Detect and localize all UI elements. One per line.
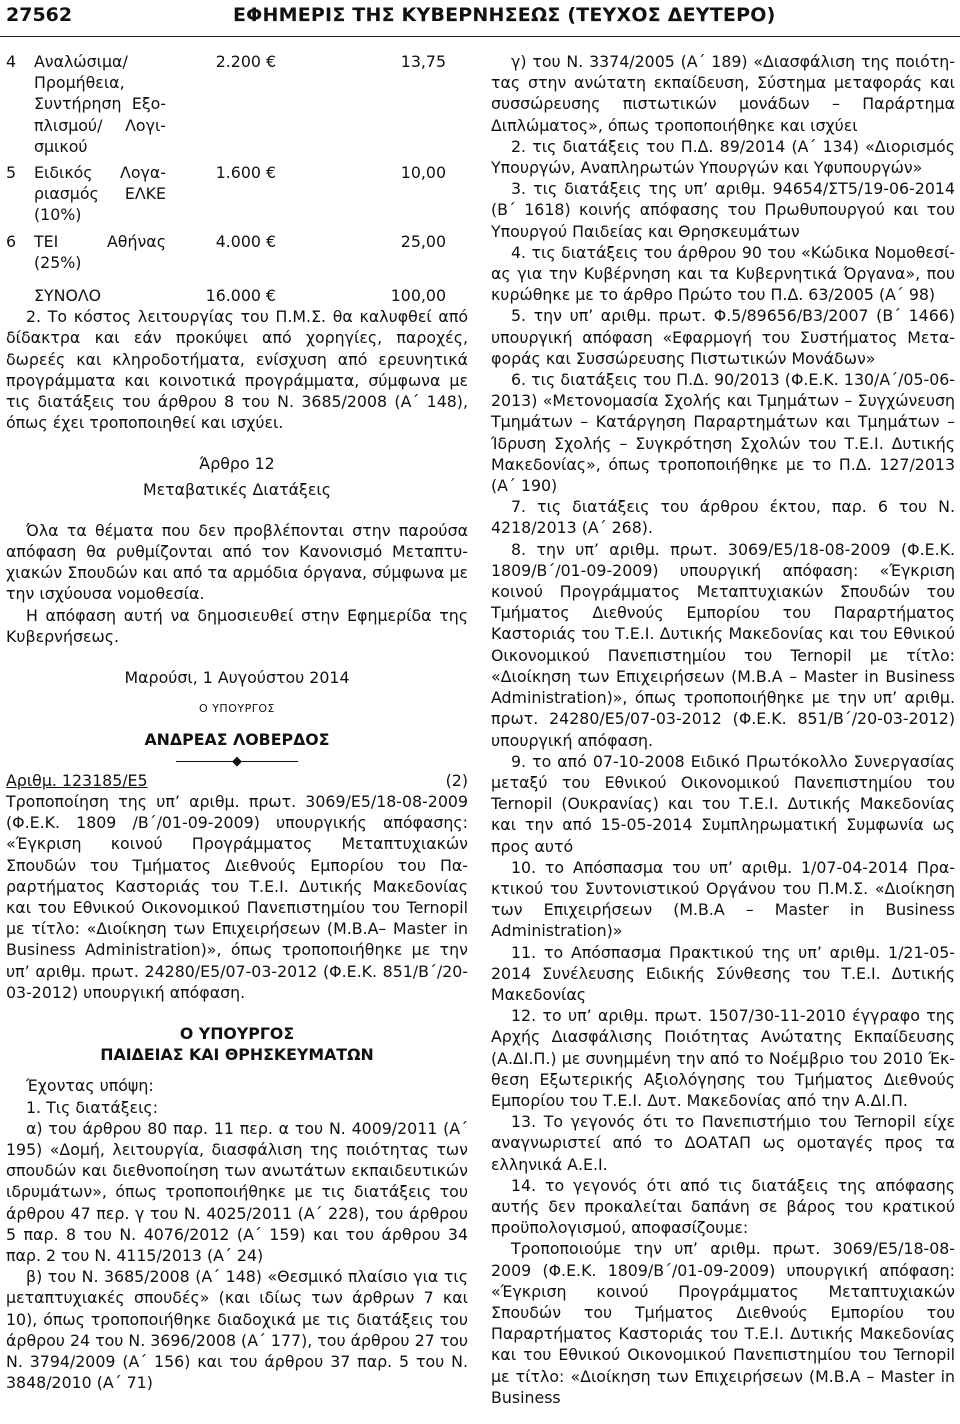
page-header: [0, 0, 960, 34]
cost-total-amount: 16.000 €: [205, 286, 276, 306]
cost-row-percent: 13,75: [400, 52, 446, 71]
cost-total-percent: 100,00: [390, 286, 446, 306]
amendment-text: Τροποποιούμε την υπ’ αριθμ. πρωτ. 3069/Ε5/18-08-2009 (Φ.Ε.Κ. 1809/Β΄/01-09-2009) υπουργική απόφαση: «Έγκριση κοινού Προγράμματος Μεταπτυχιακών Σπουδών του Τμήματος Διεθνούς Εμπορίου του Παραρτήματος Καστοριάς του Τ.Ε.Ι. Δυτικής Μακεδονίας και του Εθνικού Οικονομικού Πανεπιστημίου του Ternopil με τίτλο: «Διοίκηση των Επιχειρήσεων (Μ.Β.Α – Master in Business: [491, 1239, 955, 1407]
cost-row-number: 5: [6, 163, 17, 183]
provision-item: 13. Το γεγονός ότι το Πανεπιστήμιο του Ternopil είχε αναγνωριστεί από το ΔΟΑΤΑΠ ως ομοταγές προς τα ελληνικά Α.Ε.Ι.: [491, 1112, 955, 1174]
cost-row-amount: 1.600 €: [215, 163, 276, 183]
right-column: [491, 51, 955, 1408]
article-heading: Άρθρο 12: [199, 454, 275, 474]
signer-role: Ο ΥΠΟΥΡΓΟΣ: [199, 702, 275, 716]
provision-item-a: α) του άρθρου 80 παρ. 11 περ. α του Ν. 4009/2011 (Α΄ 195) «Δομή, λειτουργία, διασφάλιση της ποιότητας των σπουδών και διεθνοποίηση των ανωτάτων εκπαιδευτικών ιδρυμάτων», όπως τροποποιήθηκε με τις διατάξεις του άρθρου 47 περ. γ του Ν. 4025/2011 (Α΄ 228), του άρθρου 5 παρ. 8 του Ν. 4076/2012 (Α΄ 159) και του άρθρου 34 παρ. 2 του Ν. 4115/2013 (Α΄ 24): [6, 1118, 468, 1265]
minister-heading-2: ΠΑΙΔΕΙΑΣ ΚΑΙ ΘΡΗΣΚΕΥΜΑΤΩΝ: [100, 1045, 374, 1065]
cost-row-label: Ειδικός Λογαριασμός ΕΛΚΕ (10%): [34, 163, 166, 225]
decision-number: Αριθμ. 123185/Ε5: [6, 770, 148, 790]
cost-row-amount: 4.000 €: [215, 231, 276, 251]
provision-item: 4. τις διατάξεις του άρθρου 90 του «Κώδικα Νομοθεσίας για την Κυβέρνηση και τα Κυβερνητικά Όργανα», που κυρώθηκε με το άρθρο Πρώτο του Π.Δ. 63/2005 (Α΄ 98): [491, 242, 955, 305]
decision-index: (2): [445, 770, 468, 790]
cost-row-label: Αναλώσιμα/ Προμήθεια, Συντήρηση Εξοπλισμού/ Λογισμικού: [34, 52, 166, 156]
page-number: 27562: [6, 4, 73, 26]
cost-total-row: [6, 285, 468, 306]
provision-item-b: β) του Ν. 3685/2008 (Α΄ 148) «Θεσμικό πλαίσιο για τις μεταπτυχιακές σπουδές» (και ιδίως των άρθρων 7 και 10), όπως τροποποιήθηκε διαδοχικά με τις διατάξεις του άρθρου 24 του Ν. 3696/2008 (Α΄ 177), του άρθρου 27 του Ν. 3794/2009 (Α΄ 156) και του άρθρου 37 παρ. 5 του Ν. 3848/2010 (Α΄ 71): [6, 1267, 469, 1393]
having-regard: Έχοντας υπόψη:: [26, 1076, 154, 1096]
cost-row-number: 4: [6, 52, 17, 71]
article-title: Μεταβατικές Διατάξεις: [142, 479, 332, 499]
cost-paragraph: 2. Το κόστος λειτουργίας του Π.Μ.Σ. θα καλυφθεί από δίδακτρα και εάν προκύψει από χορηγίες, παροχές, δωρεές και κληροδοτήματα, ενίσχυση από ερευνητικά προγράμματα και κοινοτικά προγράμματα, σύμφωνα με τις διατάξεις του άρθρου 8 του Ν. 3685/2008 (Α΄ 148), όπως έχει τροποποιηθεί και ισχύει.: [6, 307, 468, 433]
provision-item: 9. το από 07-10-2008 Ειδικό Πρωτόκολλο Συνεργασίας μεταξύ του Εθνικού Οικονομικού Πανεπιστημίου του Ternopil (Ουκρανίας) και του Τ.Ε.Ι. Δυτικής Μακεδονίας και την από 15-05-2014 Συμπληρωματική Συμφωνία ως προς αυτό: [491, 751, 955, 856]
provision-item: 10. το Απόσπασμα του υπ’ αριθμ. 1/07-04-2014 Πρακτικού του Συντονιστικού Οργάνου του Π.Μ.Σ. «Διοίκηση των Επιχειρήσεων (Μ.Β.Α – Master in Business Administration)»: [491, 857, 955, 941]
provision-item: 14. το γεγονός ότι από τις διατάξεις της απόφασης αυτής δεν προκαλείται δαπάνη σε βάρος του κρατικού προϋπολογισμού, αποφασίζουμε:: [491, 1175, 955, 1238]
provision-item: 7. τις διατάξεις του άρθρου έκτου, παρ. 6 του Ν. 4218/2013 (Α΄ 268).: [491, 497, 955, 538]
provisions-intro: 1. Τις διατάξεις:: [26, 1097, 159, 1117]
article-text: Όλα τα θέματα που δεν προβλέπονται στην παρούσα απόφαση θα ρυθμίζονται από τον Κανονισμό Μεταπτυχιακών Σπουδών και από τα αρμόδια όργανα, σύμφωνα με την ισχύουσα νομοθεσία.: [6, 520, 468, 604]
cost-row-number: 6: [6, 231, 17, 251]
section-divider: [6, 755, 468, 768]
cost-total-label: ΣΥΝΟΛΟ: [34, 286, 102, 306]
provision-item: 8. την υπ’ αριθμ. πρωτ. 3069/Ε5/18-08-2009 (Φ.Ε.Κ. 1809/Β΄/01-09-2009) υπουργική απόφαση: «Έγκριση κοινού Προγράμματος Μεταπτυχιακών Σπουδών του Τμήματος Διεθνούς Εμπορίου του Παραρτήματος Καστοριάς του Τ.Ε.Ι. Δυτικής Μακεδονίας και του Εθνικού Οικονομικού Πανεπιστημίου του Ternopil με τίτλο: «Διοίκηση των Επιχειρήσεων (Μ.Β.Α – Master in Business Administration)», όπως τροποποιήθηκε με την υπ’ αριθμ. πρωτ. 24280/Ε5/07-03-2012 (Φ.Ε.Κ. 851/Β΄/20-03-2012) υπουργική απόφαση.: [491, 539, 955, 750]
cost-row-percent: 10,00: [400, 163, 446, 183]
provision-item: γ) του Ν. 3374/2005 (Α΄ 189) «Διασφάλιση της ποιότητας στην ανώτατη εκπαίδευση, Σύστημα μεταφοράς και συσσώρευσης πιστωτικών μονάδων – Παράρτημα Διπλώματος», όπως τροποποιήθηκε και ισχύει: [491, 52, 955, 135]
left-column: [6, 51, 468, 1393]
minister-heading-1: Ο ΥΠΟΥΡΓΟΣ: [179, 1023, 295, 1043]
diamond-icon: ◆: [232, 753, 242, 769]
provision-item: 5. την υπ’ αριθμ. πρωτ. Φ.5/89656/Β3/2007 (Β΄ 1466) υπουργική απόφαση «Εφαρμογή του Συστήματος Μεταφοράς και Συσσώρευσης Πιστωτικών Μονάδων»: [491, 306, 955, 368]
provision-item: 6. τις διατάξεις του Π.Δ. 90/2013 (Φ.Ε.Κ. 130/Α΄/05-06-2013) «Μετονομασία Σχολής και Τμημάτων – Συγχώνευση Τμημάτων – Κατάργηση Παραρτημάτων και Τμημάτων – Ίδρυση Σχολής – Συγκρότηση Σχολών του Τ.Ε.Ι. Δυτικής Μακεδονίας», όπως τροποποιήθηκε με το Π.Δ. 127/2013 (Α΄ 190): [491, 370, 955, 496]
cost-row-percent: 25,00: [400, 231, 446, 251]
provision-item: 2. τις διατάξεις του Π.Δ. 89/2014 (Α΄ 134) «Διορισμός Υπουργών, Αναπληρωτών Υπουργών και Υφυπουργών»: [491, 136, 955, 178]
cost-table: [6, 51, 468, 306]
header-rule: [0, 36, 960, 37]
cost-row: [6, 231, 468, 273]
gazette-title: ΕΦΗΜΕΡΙΣ ΤΗΣ ΚΥΒΕΡΝΗΣΕΩΣ (ΤΕΥΧΟΣ ΔΕΥΤΕΡΟ): [233, 4, 776, 26]
signer-name: ΑΝΔΡΕΑΣ ΛΟΒΕΡΔΟΣ: [144, 730, 330, 750]
cost-row: [6, 51, 468, 157]
publication-note: Η απόφαση αυτή να δημοσιευθεί στην Εφημερίδα της Κυβερνήσεως.: [6, 605, 468, 646]
cost-row: [6, 162, 468, 226]
provision-item: 3. τις διατάξεις της υπ’ αριθμ. 94654/ΣΤ5/19-06-2014 (Β΄ 1618) κοινής απόφασης του Πρωθυπουργού και του Υπουργού Παιδείας και Θρησκευμάτων: [491, 179, 955, 241]
place-date: Μαρούσι, 1 Αυγούστου 2014: [124, 668, 350, 688]
provision-item: 12. το υπ’ αριθμ. πρωτ. 1507/30-11-2010 έγγραφο της Αρχής Διασφάλισης Ποιότητας Ανώτατης Εκπαίδευσης (Α.ΔΙ.Π.) με συνημμένη την από το Νοέμβριο του 2010 Έκθεση Εξωτερικής Αξιολόγησης του Τμήματος Διεθνούς Εμπορίου του Τ.Ε.Ι. Δυτ. Μακεδονίας από την Α.ΔΙ.Π.: [491, 1006, 955, 1110]
decision-number-row: [6, 770, 468, 791]
provision-item: 11. το Απόσπασμα Πρακτικού της υπ’ αριθμ. 1/21-05-2014 Συνέλευσης Ειδικής Σύνθεσης του Τ.Ε.Ι. Δυτικής Μακεδονίας: [491, 942, 955, 1004]
cost-row-label: ΤΕΙ Αθήνας (25%): [34, 231, 166, 272]
decision-title: Τροποποίηση της υπ’ αριθμ. πρωτ. 3069/Ε5/18-08-2009 (Φ.Ε.Κ. 1809 /Β΄/01-09-2009) υπουργικής απόφασης: «Έγκριση κοινού Προγράμματος Μεταπτυχιακών Σπουδών του Τμήματος Διεθνούς Εμπορίου του Παραρτήματος Καστοριάς του Τ.Ε.Ι. Δυτικής Μακεδονίας και του Εθνικού Οικονομικού Πανεπιστημίου του Ternopil με τίτλο: «Διοίκηση των Επιχειρήσεων (Μ.Β.Α– Master in Business Administration)», όπως τροποποιήθηκε με την υπ’ αριθμ. πρωτ. 24280/Ε5/07-03-2012 (Φ.Ε.Κ. 851/Β΄/20-03-2012) υπουργική απόφαση.: [6, 791, 468, 1002]
cost-row-amount: 2.200 €: [215, 52, 276, 71]
